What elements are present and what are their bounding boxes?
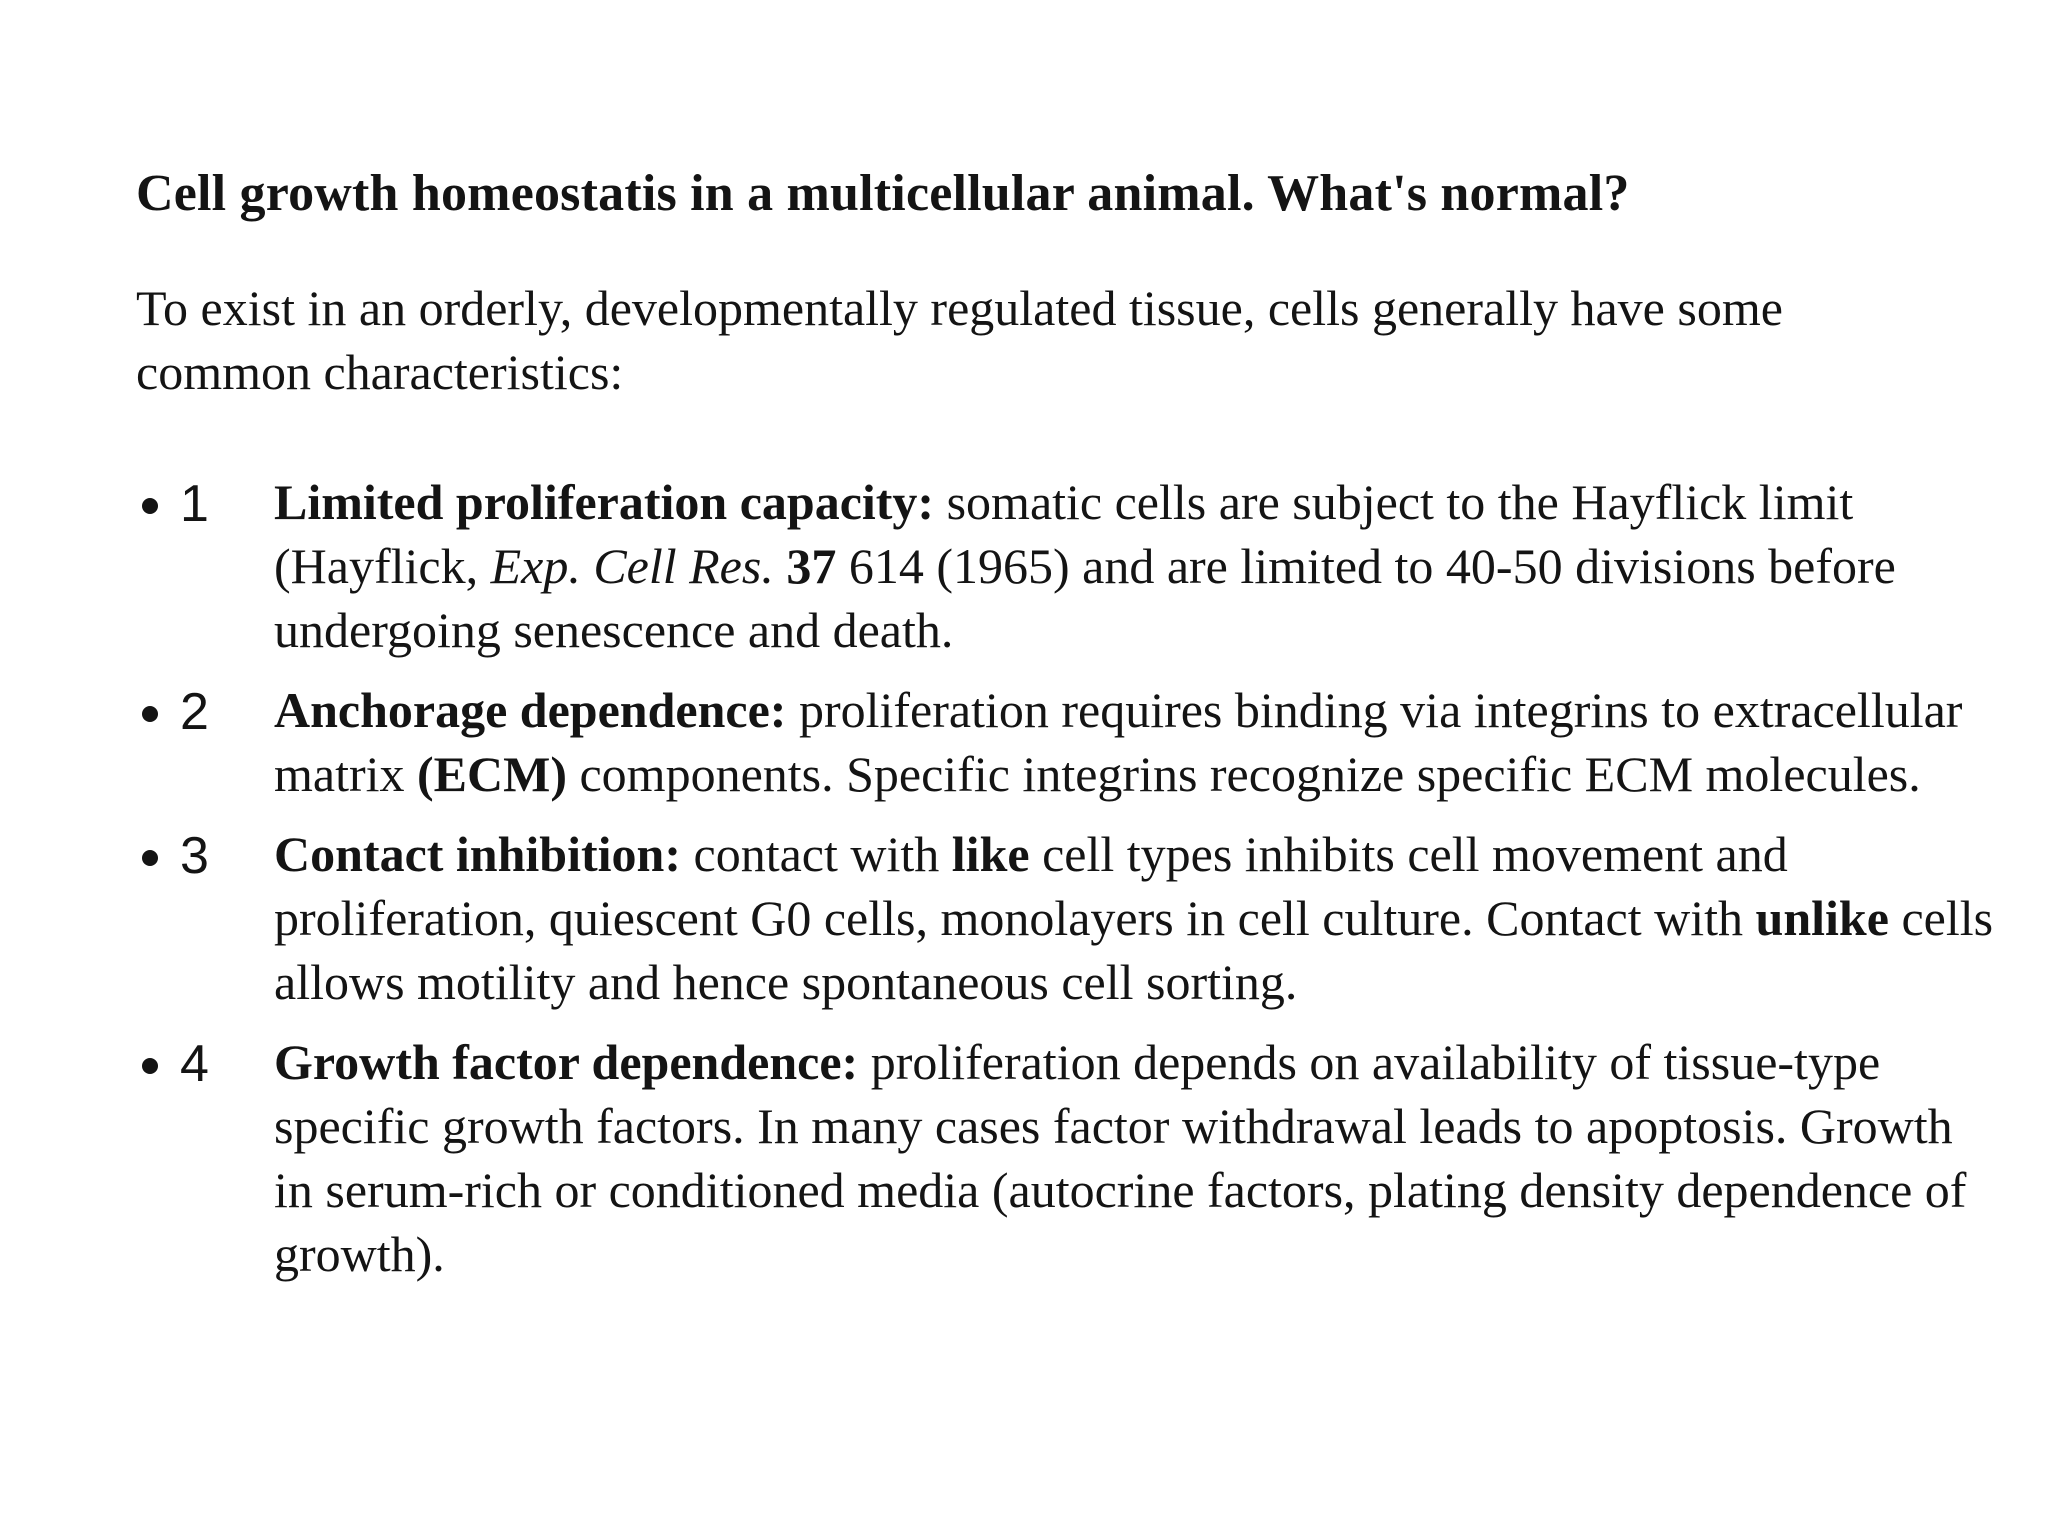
item-text bbox=[274, 1030, 1996, 1286]
item-heading: Growth factor dependence: bbox=[274, 1034, 859, 1090]
item-number: 3 bbox=[180, 827, 209, 885]
item-body: cells allows motility and hence spontaneous cell sorting. bbox=[274, 890, 1994, 1010]
item-text bbox=[274, 822, 1996, 1014]
item-body: components. Specific integrins recognize specific ECM molecules. bbox=[566, 746, 1921, 802]
item-text bbox=[274, 678, 1996, 806]
item-body: 614 (1965) and are limited to 40-50 divisions before undergoing senescence and death. bbox=[274, 538, 1896, 658]
list-marker bbox=[136, 822, 276, 886]
list-marker bbox=[136, 678, 276, 742]
bullet-dot-icon bbox=[142, 850, 158, 866]
ecm-term: (ECM) bbox=[417, 746, 567, 802]
emphasis-unlike: unlike bbox=[1755, 890, 1889, 946]
bullet-dot-icon bbox=[142, 706, 158, 722]
list-marker bbox=[136, 1030, 276, 1094]
journal-name: Exp. Cell Res. bbox=[490, 538, 774, 594]
item-heading: Limited proliferation capacity: bbox=[274, 474, 935, 530]
characteristics-list bbox=[136, 470, 1996, 1302]
item-heading: Anchorage dependence: bbox=[274, 682, 787, 738]
journal-volume: 37 bbox=[786, 538, 837, 594]
bullet-dot-icon bbox=[142, 498, 158, 514]
item-number: 4 bbox=[180, 1035, 209, 1093]
item-number: 1 bbox=[180, 475, 209, 533]
item-number: 2 bbox=[180, 683, 209, 741]
list-item bbox=[136, 1030, 1996, 1286]
list-item bbox=[136, 822, 1996, 1014]
item-text bbox=[274, 470, 1996, 662]
item-body: cell types inhibits cell movement and proliferation, quiescent G0 cells, monolayers in cell culture. Contact with bbox=[274, 826, 1788, 946]
item-body: contact with bbox=[681, 826, 952, 882]
list-item bbox=[136, 678, 1996, 806]
intro-paragraph: To exist in an orderly, developmentally regulated tissue, cells generally have some common characteristics: bbox=[136, 280, 1783, 400]
slide-title: Cell growth homeostatis in a multicellular animal. What's normal? bbox=[136, 165, 1630, 222]
item-body: somatic cells are subject to the Hayflick limit (Hayflick, bbox=[274, 474, 1854, 594]
emphasis-like: like bbox=[951, 826, 1030, 882]
item-heading: Contact inhibition: bbox=[274, 826, 682, 882]
item-body: proliferation requires binding via integrins to extracellular matrix bbox=[274, 682, 1963, 802]
list-item bbox=[136, 470, 1996, 662]
item-body bbox=[774, 538, 787, 594]
item-body: proliferation depends on availability of tissue-type specific growth factors. In many cases factor withdrawal leads to apoptosis. Growth in serum-rich or conditioned media (autocrine factors, plating density dependence of growth). bbox=[274, 1034, 1967, 1282]
bullet-dot-icon bbox=[142, 1058, 158, 1074]
list-marker bbox=[136, 470, 276, 534]
